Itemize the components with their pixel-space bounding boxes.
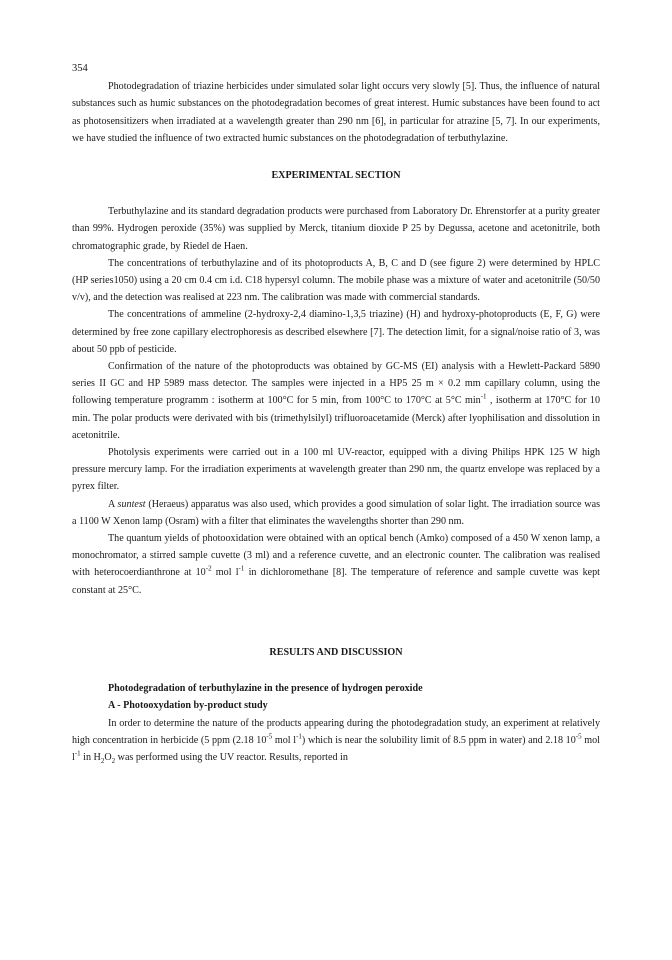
experimental-paragraph-photolysis: Photolysis experiments were carried out in a 100 ml UV-reactor, equipped with a diving Philips HPK 125 W high pressure mercury lamp. For the irradiation experiments at wavelength greater than 290 nm, the quartz envelope was replaced by a pyrex filter.: [72, 447, 600, 493]
suntest-italic: suntest: [117, 498, 146, 510]
results-text-part-4: mol l: [72, 734, 600, 763]
results-superscript-4: -1: [74, 749, 81, 758]
section-heading-results: RESULTS AND DISCUSSION: [269, 646, 403, 658]
experimental-paragraph-quantum-yields: [72, 530, 600, 599]
experimental-paragraph-materials: Terbuthylazine and its standard degradation products were purchased from Laboratory Dr. Ehrenstorfer at a purity greater than 99%. Hydrogen peroxide (35%) was supplied by Merck, titanium dioxide P 25 by Degussa, acetone and acetonitrile, both chromatographic grade, by Riedel de Haen.: [72, 206, 600, 252]
results-text-part-1: In order to determine the nature of the products appearing during the photodegradation study, an experiment at relatively high concentration in herbicide (5 ppm (2.18 10: [72, 717, 600, 746]
experimental-paragraph-suntest: [72, 496, 600, 530]
page-number: 354: [72, 63, 88, 74]
results-text-part-5: in H: [80, 751, 101, 763]
quantum-text-part-1: The quantum yields of photooxidation were obtained with an optical bench (Amko) composed of a 450 W xenon lamp, a monochromator, a stirred sample cuvette (3 ml) and a reference cuvette, and an electronic counter. The calibration was realised with heterocoerdianthrone at 10: [72, 533, 600, 579]
quantum-text-part-2: mol l: [211, 567, 239, 579]
quantum-text-part-3: in dichloromethane [8]. The temperature of reference and sample cuvette was kept constant at 25°C.: [72, 567, 600, 596]
results-subscript-2: 2: [111, 756, 116, 765]
subheading-photodegradation: Photodegradation of terbuthylazine in the presence of hydrogen peroxide: [108, 683, 423, 695]
gcms-superscript: -1: [480, 393, 487, 402]
experimental-paragraph-hplc: The concentrations of terbuthylazine and of its photoproducts A, B, C and D (see figure 2) were determined by HPLC (HP series1050) using a 20 cm 0.4 cm i.d. C18 hypersyl column. The mobile phase was a mixture of water and acetonitrile (50/50 v/v), and the detection was realised at 223 nm. The calibration was made with commercial standards.: [72, 257, 600, 304]
results-superscript-1: -5: [266, 732, 273, 741]
subheading-byproduct-study: A - Photooxydation by-product study: [108, 700, 268, 712]
results-text-part-6: O: [104, 751, 112, 763]
results-paragraph: [72, 715, 600, 767]
experimental-paragraph-gcms: [72, 358, 600, 444]
gcms-text-part-2: , isotherm at 170°C for 10 min. The polar products were derivated with bis (trimethylsilyl) trifluoroacetamide (Merck) after lyophilisation and dissolution in acetonitrile.: [72, 395, 601, 441]
experimental-paragraph-electrophoresis: The concentrations of ammeline (2-hydroxy-2,4 diamino-1,3,5 triazine) (H) and hydroxy-photoproducts (E, F, G) were determined by free zone capillary electrophoresis as described elsewhere [7]. The detection limit, for a signal/noise ratio of 3, was about 50 ppb of pesticide.: [72, 309, 600, 355]
quantum-superscript-1: -2: [205, 565, 212, 574]
results-text-part-2: mol l: [272, 734, 297, 746]
results-subscript-1: 2: [100, 756, 105, 765]
suntest-text-part-2: (Heraeus) apparatus was also used, which provides a good simulation of solar light. The irradiation source was a 1100 W Xenon lamp (Osram) with a filter that eliminates the wavelengths shorter than 290 nm.: [72, 498, 600, 527]
results-text-part-3: ) which is near the solubility limit of 8.5 ppm in water) and 2.18 10: [301, 734, 576, 746]
section-heading-experimental: EXPERIMENTAL SECTION: [271, 170, 401, 182]
suntest-text-part-1: A: [108, 498, 118, 510]
intro-paragraph: Photodegradation of triazine herbicides under simulated solar light occurs very slowly [5]. Thus, the influence of natural substances such as humic substances on the photodegradation becomes of great interest. Humic substances have been found to act as photosensitizers when irradiated at a wavelength greater than 290 nm [6], in particular for atrazine [5, 7]. In our experiments, we have studied the influence of two extracted humic substances on the photodegradation of terbuthylazine.: [72, 81, 600, 144]
results-text-part-7: was performed using the UV reactor. Results, reported in: [115, 751, 348, 763]
gcms-text-part-1: Confirmation of the nature of the photoproducts was obtained by GC-MS (EI) analysis with a Hewlett-Packard 5890 series II GC and HP 5989 mass detector. The samples were injected in a HP5 25 m × 0.2 mm capillary column, using the following temperature programm : isotherm at 100°C for 5 min, from 100°C to 170°C at 5°C min: [72, 361, 600, 407]
results-superscript-2: -1: [296, 732, 302, 741]
quantum-superscript-2: -1: [238, 565, 245, 574]
results-superscript-3: -5: [575, 732, 582, 741]
paper-page: [72, 60, 600, 766]
